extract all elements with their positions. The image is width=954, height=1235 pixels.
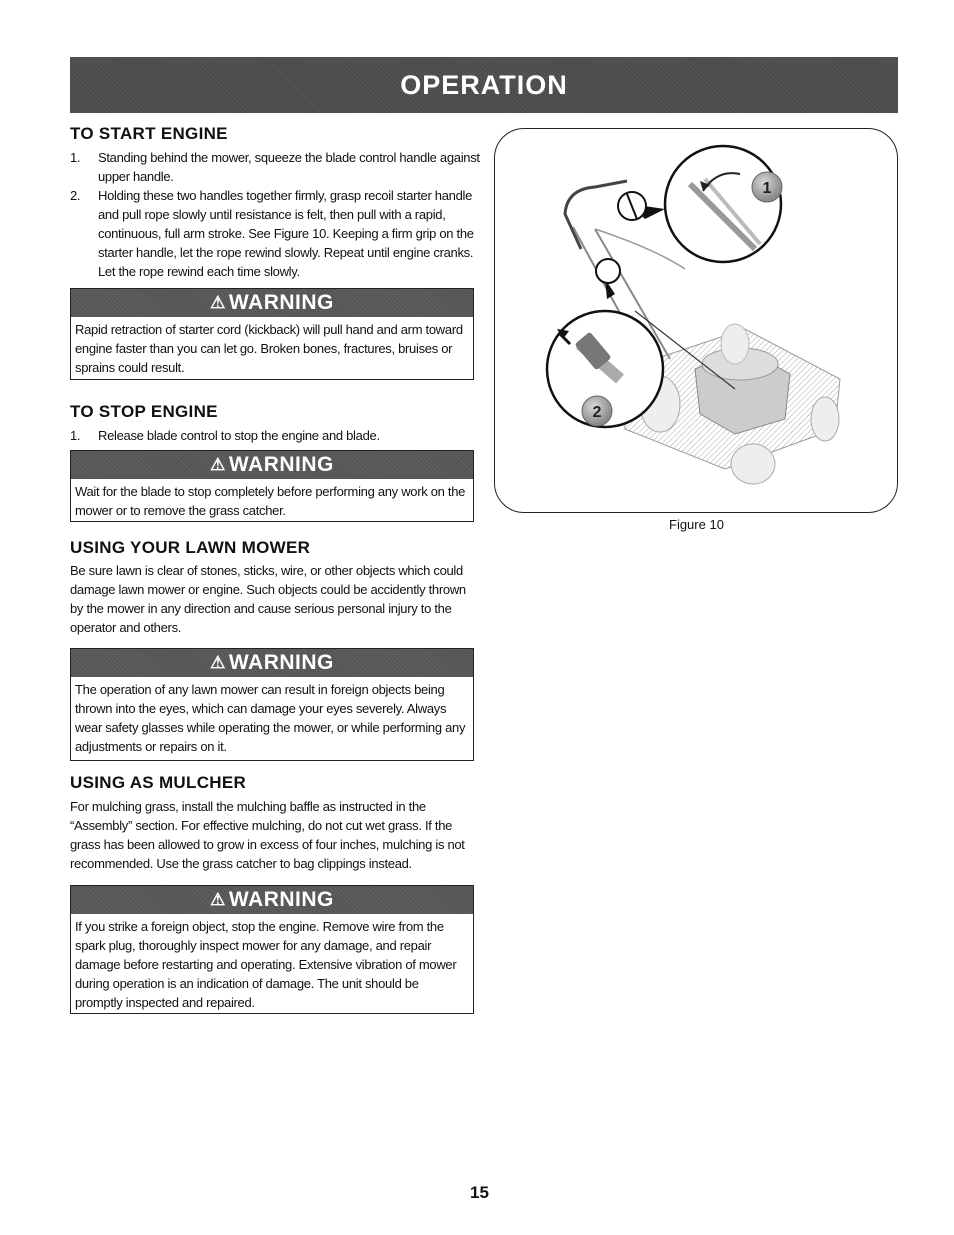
warning-text: The operation of any lawn mower can result in foreign objects being thrown into the eyes, which can damage your eyes severely. Always wear safety glasses while operating the mower, or while performing any adjustments or repairs on it.	[75, 682, 466, 754]
warning-header: ⚠ WARNING	[71, 649, 473, 677]
warning-header: ⚠ WARNING	[71, 886, 473, 914]
stop-engine-heading: TO STOP ENGINE	[70, 402, 218, 421]
start-engine-heading: TO START ENGINE	[70, 124, 228, 143]
warning-text: Rapid retraction of starter cord (kickback) will pull hand and arm toward engine faster than you can let go. Broken bones, fractures, bruises or sprains could result.	[75, 322, 463, 375]
section-banner	[70, 57, 898, 113]
warning-text: If you strike a foreign object, stop the engine. Remove wire from the spark plug, thoroughly inspect mower for any damage, and repair damage before restarting and operating. Extensive vibration of mower during operation is an indication of damage. The unit should be promptly inspected and repaired.	[75, 919, 457, 1010]
stop-engine-steps	[70, 426, 480, 445]
figure-caption: Figure 10	[669, 517, 724, 532]
warning-box-eye-safety	[70, 648, 474, 761]
mulcher-heading: USING AS MULCHER	[70, 773, 247, 792]
list-item: 2. Holding these two handles together firmly, grasp recoil starter handle and pull rope slowly until resistance is felt, then pull with a rapid, continuous, full arm stroke. See Figure 10. Keeping a firm grip on the starter handle, let the rope rewind slowly. Repeat until engine cranks. Let the rope rewind each time slowly.	[70, 188, 474, 279]
lawn-mower-illustration	[495, 129, 898, 513]
callout-2: 2	[592, 404, 602, 421]
callout-1: 1	[762, 180, 772, 197]
list-item: 1. Release blade control to stop the engine and blade.	[70, 428, 380, 443]
list-item: 1. Standing behind the mower, squeeze the blade control handle against upper handle.	[70, 150, 480, 184]
warning-triangle-icon: ⚠	[210, 455, 226, 474]
warning-triangle-icon: ⚠	[210, 890, 226, 909]
page-number: 15	[470, 1183, 489, 1202]
warning-triangle-icon: ⚠	[210, 653, 226, 672]
lawn-mower-heading: USING YOUR LAWN MOWER	[70, 538, 311, 557]
figure-frame	[494, 128, 898, 513]
section-title: OPERATION	[400, 69, 568, 100]
warning-header: ⚠ WARNING	[71, 451, 473, 479]
lawn-mower-text: Be sure lawn is clear of stones, sticks, wire, or other objects which could damage lawn mower or engine. Such objects could be accidently thrown by the mower in any direction and cause serious personal injury to the operator and others.	[70, 563, 466, 635]
warning-text: Wait for the blade to stop completely before performing any work on the mower or to remove the grass catcher.	[75, 484, 466, 518]
warning-box-kickback	[70, 288, 474, 380]
warning-box-foreign-object	[70, 885, 474, 1014]
start-engine-steps	[70, 148, 480, 281]
warning-header: ⚠ WARNING	[71, 289, 473, 317]
mulcher-text: For mulching grass, install the mulching baffle as instructed in the “Assembly” section. For effective mulching, do not cut wet grass. If the grass has been allowed to grow in excess of four inches, mulching is not recommended. Use the grass catcher to bag clippings instead.	[70, 799, 465, 871]
warning-triangle-icon: ⚠	[210, 293, 226, 312]
warning-box-blade-stop	[70, 450, 474, 522]
